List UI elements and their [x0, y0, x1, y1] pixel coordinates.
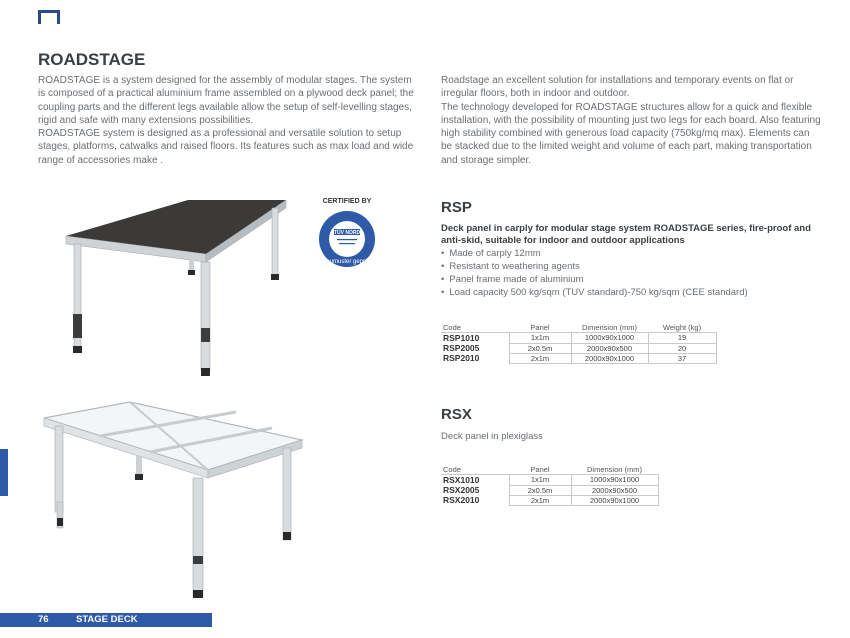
table-cell: 1x1m [509, 333, 571, 344]
rsp-feature-list [441, 247, 748, 299]
feature-item: • Made of carply 12mm [441, 247, 748, 260]
table-cell: 2000x90x1000 [571, 353, 648, 363]
certification-block [316, 198, 378, 274]
svg-text:TÜV NORD: TÜV NORD [333, 230, 361, 236]
table-row [441, 333, 716, 344]
feature-item: • Load capacity 500 kg/sqm (TUV standard)-750 kg/sqm (CEE standard) [441, 286, 748, 299]
table-cell: 1x1m [509, 475, 571, 486]
table-cell: 1000x90x1000 [571, 475, 658, 486]
rsx-stage-photo [40, 398, 310, 602]
table-row [441, 495, 658, 505]
rsp-heading: RSP [441, 199, 472, 216]
feature-item: • Resistant to weathering agents [441, 260, 748, 273]
svg-text:Baumuster geprüft: Baumuster geprüft [322, 259, 372, 265]
rsp-description: Deck panel in carply for modular stage system ROADSTAGE series, fire-proof and anti-skid, suitable for indoor and outdoor applications [441, 223, 811, 246]
footer-bar [0, 613, 212, 627]
column-header: Weight (kg) [648, 322, 716, 333]
rsp-spec-table [441, 322, 717, 364]
column-header: Dimension (mm) [571, 464, 658, 475]
rsx-description: Deck panel in plexiglass [441, 431, 543, 442]
intro-paragraph: Roadstage an excellent solution for installations and temporary events on flat or irregular floors, both in indoor and outdoor. [441, 75, 794, 100]
side-index-tab [0, 449, 8, 496]
table-cell: 37 [648, 353, 716, 363]
table-cell: 2000x90x500 [571, 485, 658, 495]
rsp-stage-photo [58, 196, 298, 382]
table-row [441, 343, 716, 353]
column-header: Code [441, 322, 509, 333]
column-header: Panel [509, 322, 571, 333]
feature-item: • Panel frame made of aluminium [441, 273, 748, 286]
product-code: RSX2010 [443, 495, 480, 505]
certified-by-label: CERTIFIED BY [322, 198, 372, 205]
section-name: STAGE DECK [76, 614, 138, 625]
table-cell: 2x1m [509, 495, 571, 505]
column-header: Code [441, 464, 509, 475]
table-cell: 2000x90x500 [571, 343, 648, 353]
table-header-row [441, 464, 658, 475]
table-row [441, 353, 716, 363]
table-row [441, 475, 658, 486]
page-title: ROADSTAGE [38, 50, 146, 69]
intro-paragraph: ROADSTAGE system is designed as a professional and versatile solution to setup stages, platforms, catwalks and raised floors. Its features such as max load and wide range of accessories make . [38, 128, 414, 166]
product-code: RSP2010 [443, 353, 480, 363]
product-code: RSX1010 [443, 475, 480, 485]
rsx-heading: RSX [441, 406, 472, 423]
tuv-seal-icon [317, 209, 377, 269]
product-code: RSX2005 [443, 485, 480, 495]
column-header: Panel [509, 464, 571, 475]
table-cell: 2000x90x1000 [571, 495, 658, 505]
intro-right-column [441, 74, 821, 167]
corner-bracket-mark [38, 10, 60, 24]
table-header-row [441, 322, 716, 333]
table-cell: 20 [648, 343, 716, 353]
product-code: RSP1010 [443, 333, 480, 343]
table-row [441, 485, 658, 495]
table-cell: 19 [648, 333, 716, 344]
table-cell: 2x1m [509, 353, 571, 363]
column-header: Dimension (mm) [571, 322, 648, 333]
intro-paragraph: ROADSTAGE is a system designed for the assembly of modular stages. The system is composed of a practical aluminium frame assembled on a plywood deck panel; the coupling parts and the different legs available allow the setup of self-levelling stages, rigid and safe with many extensions possibilities. [38, 75, 414, 126]
table-cell: 2x0.5m [509, 343, 571, 353]
intro-left-column [38, 74, 420, 167]
page-number: 76 [38, 614, 49, 625]
table-cell: 2x0.5m [509, 485, 571, 495]
rsx-spec-table [441, 464, 659, 506]
product-code: RSP2005 [443, 343, 480, 353]
intro-paragraph: The technology developed for ROADSTAGE structures allow for a quick and flexible installation, with the possibility of mounting just two legs for each board. Also featuring high stability combined with generous load capacity (750kg/mq max). Elements can be stacked due to the limited weight and volume of each part, making transportation and storage simpler. [441, 101, 821, 166]
table-cell: 1000x90x1000 [571, 333, 648, 344]
